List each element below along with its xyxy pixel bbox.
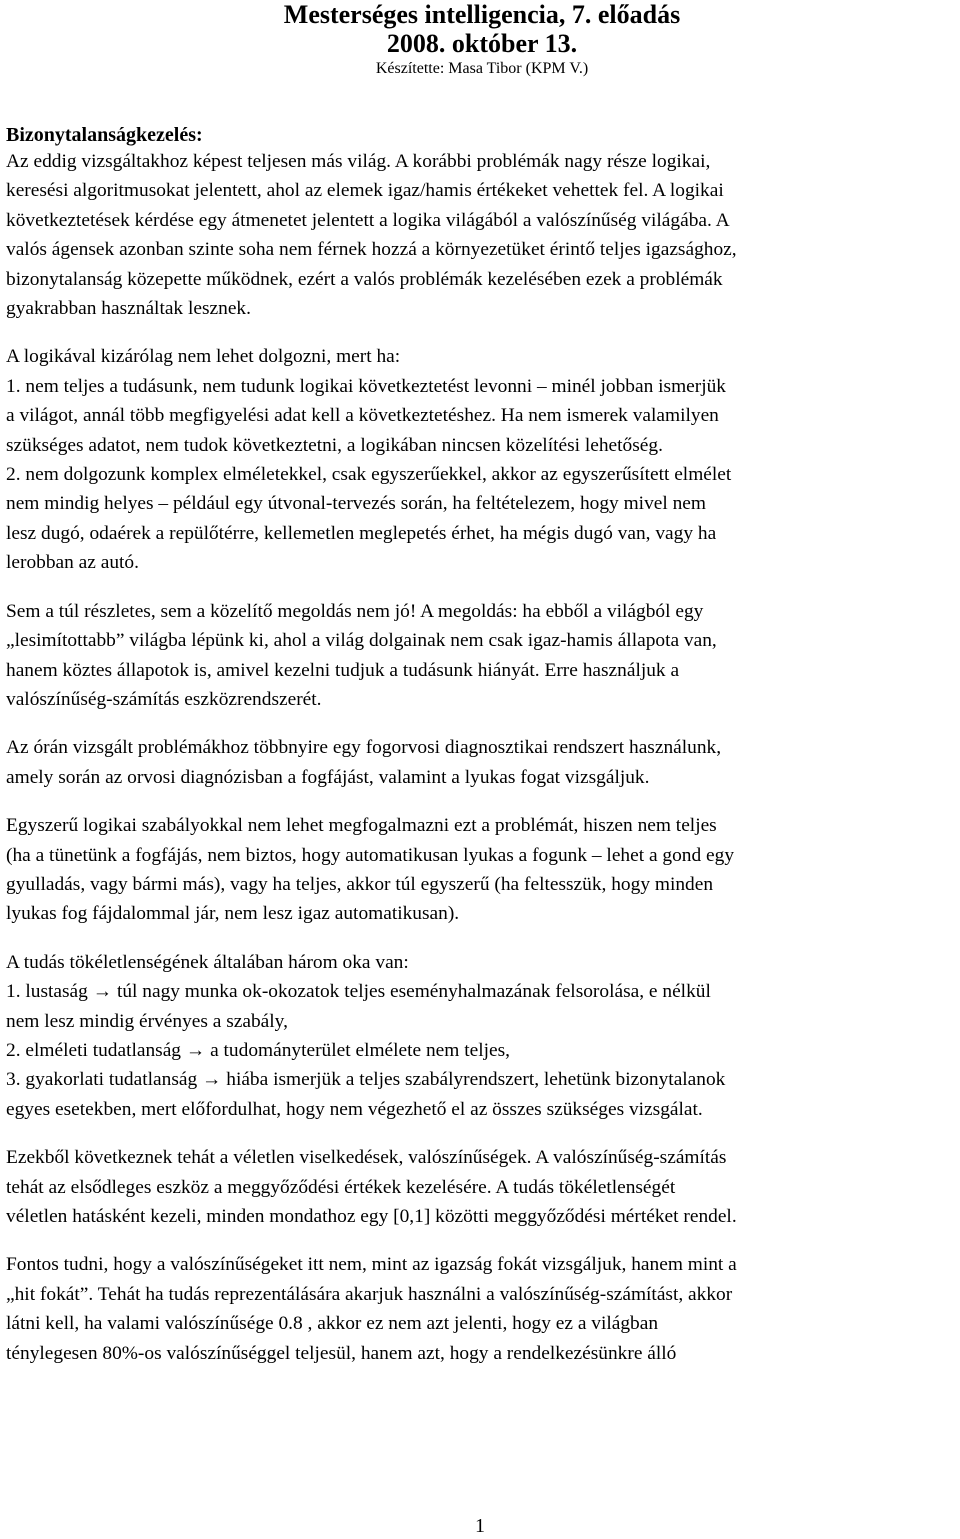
paragraph-logic-limits (6, 342, 958, 577)
text-line: Egyszerű logikai szabályokkal nem lehet megfogalmazni ezt a problémát, hiszen nem teljes (6, 815, 717, 837)
text-line: (ha a tünetünk a fogfájás, nem biztos, hogy automatikusan lyukas a fogunk – lehet a gond egy (6, 844, 735, 866)
text-line: gyakrabban használtak lesznek. (6, 298, 251, 320)
text-line: A tudás tökéletlenségének általában három oka van: (6, 951, 409, 973)
text-line: nem lesz mindig érvényes a szabály, (6, 1010, 288, 1032)
text-line: Fontos tudni, hogy a valószínűségeket itt nem, mint az igazság fokát vizsgáljuk, hanem mint a (6, 1254, 737, 1276)
document-author: Készítette: Masa Tibor (KPM V.) (375, 60, 589, 77)
text-line: 1. lustaság → túl nagy munka ok-okozatok teljes eseményhalmazának felsorolása, e nélkül (6, 981, 711, 1003)
text-line: „hit fokát”. Tehát ha tudás reprezentálására akarjuk használni a valószínűség-számítást, akkor (6, 1283, 733, 1305)
text-line: Sem a túl részletes, sem a közelítő megoldás nem jó! A megoldás: ha ebből a világból egy (6, 600, 704, 622)
paragraph-degree-of-belief (6, 1250, 958, 1368)
paragraph-imperfection-reasons (6, 948, 958, 1124)
section-heading: Bizonytalanságkezelés: (6, 124, 203, 146)
text-line: Az eddig vizsgáltakhoz képest teljesen más világ. A korábbi problémák nagy része logikai, (6, 151, 711, 172)
document-date: 2008. október 13. (386, 29, 578, 58)
page-number: 1 (475, 1515, 485, 1537)
text-line: Ezekből következnek tehát a véletlen viselkedések, valószínűségek. A valószínűség-számítás (6, 1147, 727, 1169)
text-line: nem mindig helyes – például egy útvonal-tervezés során, ha feltételezem, hogy mivel nem (6, 493, 706, 515)
text-line: keresési algoritmusokat jelentett, ahol az elemek igaz/hamis értékeket vehettek fel. A logikai (6, 180, 724, 202)
text-line: 2. elméleti tudatlanság → a tudományterület elmélete nem teljes, (6, 1039, 510, 1061)
text-line: A logikával kizárólag nem lehet dolgozni, mert ha: (6, 346, 401, 368)
text-line: amely során az orvosi diagnózisban a fogfájást, valamint a lyukas fogat vizsgáljuk. (6, 766, 650, 788)
paragraph-probability (6, 1143, 958, 1231)
text-line: egyes esetekben, mert előfordulhat, hogy nem végezhető el az összes szükséges vizsgálat. (6, 1098, 703, 1120)
text-line: hanem köztes állapotok is, amivel kezelni tudjuk a tudásunk hiányát. Erre használjuk a (6, 659, 680, 681)
text-line: gyulladás, vagy bármi más), vagy ha teljes, akkor túl egyszerű (ha feltesszük, hogy minden (6, 873, 714, 895)
text-line: 2. nem dolgozunk komplex elméletekkel, csak egyszerűekkel, akkor az egyszerűsített elmélet (6, 464, 732, 486)
paragraph-intro (6, 147, 958, 323)
text-line: „lesimítottabb” világba lépünk ki, ahol a világ dolgainak nem csak igaz-hamis állapota van, (6, 630, 717, 652)
text-line: 3. gyakorlati tudatlanság → hiába ismerjük a teljes szabályrendszert, lehetünk bizonytalanok (6, 1069, 726, 1091)
text-line: következtetések kérdése egy átmenetet jelentett a logika világából a valószínűség világába. A (6, 209, 730, 231)
text-line: valószínűség-számítás eszközrendszerét. (6, 688, 322, 710)
text-line: ténylegesen 80%-os valószínűséggel teljesül, hanem azt, hogy a rendelkezésünkre álló (6, 1342, 677, 1364)
text-line: lyukas fog fájdalommal jár, nem lesz igaz automatikusan). (6, 903, 460, 925)
text-line: valós ágensek azonban szinte soha nem férnek hozzá a környezetüket érintő teljes igazsághoz, (6, 239, 737, 261)
text-line: látni kell, ha valami valószínűsége 0.8 , akkor ez nem azt jelenti, hogy ez a világban (6, 1313, 659, 1335)
text-line: tehát az elsődleges eszköz a meggyőződési értékek kezelésére. A tudás tökéletlenségét (6, 1176, 676, 1198)
text-line: lesz dugó, odaérek a repülőtérre, kellemetlen meglepetés érhet, ha mégis dugó van, vagy ha (6, 522, 717, 544)
paragraph-solution (6, 597, 958, 715)
text-line: lerobban az autó. (6, 552, 139, 574)
paragraph-dental-example (6, 733, 958, 792)
document-title: Mesterséges intelligencia, 7. előadás (283, 0, 681, 29)
text-line: Az órán vizsgált problémákhoz többnyire egy fogorvosi diagnosztikai rendszert használunk, (6, 737, 722, 759)
paragraph-simple-rules (6, 811, 958, 929)
document-page (6, 0, 958, 1368)
text-line: 1. nem teljes a tudásunk, nem tudunk logikai következtetést levonni – minél jobban ismerjük (6, 375, 727, 397)
text-line: bizonytalanság közepette működnek, ezért a valós problémák kezelésében ezek a problémák (6, 268, 723, 290)
text-line: a világot, annál több megfigyelési adat kell a következtetéshez. Ha nem ismerek valamilyen (6, 405, 719, 427)
text-line: szükséges adatot, nem tudok következtetni, a logikában nincsen közelítési lehetőség. (6, 434, 663, 456)
text-line: véletlen hatásként kezeli, minden mondathoz egy [0,1] közötti meggyőződési mértéket rendel. (6, 1206, 737, 1227)
